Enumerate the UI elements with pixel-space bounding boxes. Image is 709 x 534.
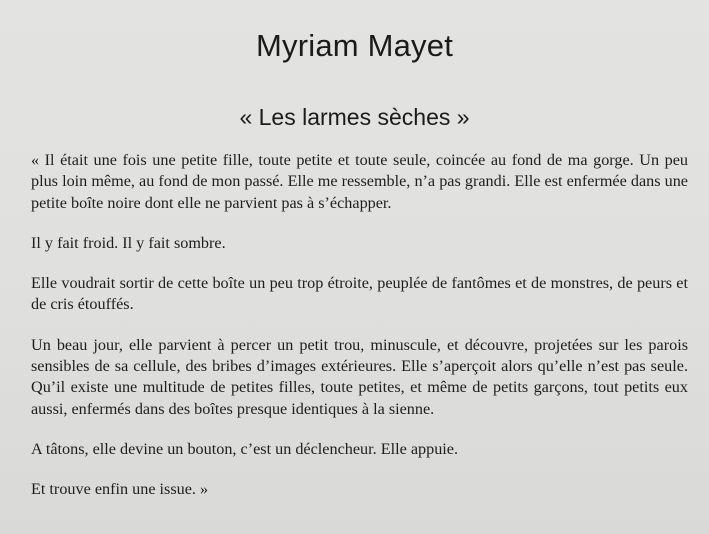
poem-title: « Les larmes sèches »	[239, 104, 470, 130]
poem-body	[31, 150, 688, 520]
author-name: Myriam Mayet	[255, 28, 454, 63]
paragraph-6: Et trouve enfin une issue. »	[31, 480, 209, 499]
paragraph-4: Un beau jour, elle parvient à percer un petit trou, minuscule, et découvre, projetées sur les parois sensibles de sa cellule, des bribes d’images extérieures. Elle s’aperçoit alors qu’elle n’est pas seule. Qu’il existe une multitude de petites filles, toute petites, et même de petits garçons, tout petits eux aussi, enfermés dans des boîtes presque identiques à la sienne.	[31, 335, 688, 418]
paragraph-5: A tâtons, elle devine un bouton, c’est un déclencheur. Elle appuie.	[31, 439, 459, 458]
paragraph-2: Il y fait froid. Il y fait sombre.	[31, 233, 226, 252]
paragraph-3: Elle voudrait sortir de cette boîte un peu trop étroite, peuplée de fantômes et de monstres, de peurs et de cris étouffés.	[31, 274, 688, 314]
paragraph-1: « Il était une fois une petite fille, toute petite et toute seule, coincée au fond de ma gorge. Un peu plus loin même, au fond de mon passé. Elle me ressemble, n’a pas grandi. Elle est enfermée dans une petite boîte noire dont elle ne parvient pas à s’échapper.	[31, 151, 688, 212]
